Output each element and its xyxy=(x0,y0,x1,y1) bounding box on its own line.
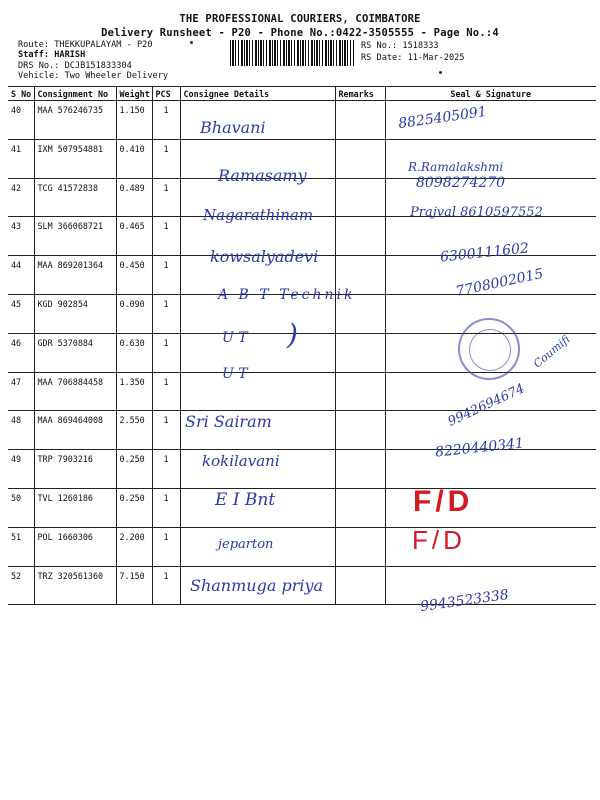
handwritten-number: 6300111602 xyxy=(439,240,530,266)
row-signature-cell xyxy=(385,450,596,489)
row-remarks-cell xyxy=(335,101,385,140)
row-sno: 47 xyxy=(8,372,34,411)
table-row xyxy=(8,527,596,566)
handwritten-signature: Coumifi xyxy=(530,332,573,371)
route-label: Route: THEKKUPALAYAM - P20 xyxy=(18,40,153,50)
handwritten-number: 8098274270 xyxy=(416,175,506,191)
table-row xyxy=(8,488,596,527)
row-weight: 0.630 xyxy=(116,333,152,372)
company-seal-stamp xyxy=(458,318,520,380)
row-pcs: 1 xyxy=(152,139,180,178)
handwritten-signature: 8825405091 xyxy=(397,103,488,133)
table-row xyxy=(8,101,596,140)
handwritten-name: U T xyxy=(222,366,248,382)
col-sno: S No xyxy=(8,87,34,101)
row-sno: 51 xyxy=(8,527,34,566)
scan-speck xyxy=(190,41,193,44)
row-consignment-no: POL 1660306 xyxy=(34,527,116,566)
rs-number: RS No.: 1518333 xyxy=(361,41,439,51)
rs-date: RS Date: 11-Mar-2025 xyxy=(361,53,465,63)
row-weight: 0.489 xyxy=(116,178,152,217)
row-consignment-no: MAA 869201364 xyxy=(34,256,116,295)
handwritten-number: 7708002015 xyxy=(454,265,545,301)
handwritten-name: Bhavani xyxy=(200,118,266,137)
handwritten-number: 9943523338 xyxy=(419,586,510,616)
row-remarks-cell xyxy=(335,450,385,489)
row-consignment-no: GDR 5370884 xyxy=(34,333,116,372)
row-sno: 41 xyxy=(8,139,34,178)
row-consignment-no: KGD 902854 xyxy=(34,294,116,333)
row-remarks-cell xyxy=(335,372,385,411)
row-sno: 43 xyxy=(8,217,34,256)
runsheet-title: Delivery Runsheet - P20 - Phone No.:0422-3505555 - Page No.:4 xyxy=(101,27,499,39)
row-consignment-no: TCG 41572838 xyxy=(34,178,116,217)
remark-fd: F/D xyxy=(412,525,466,555)
row-weight: 0.090 xyxy=(116,294,152,333)
row-remarks-cell xyxy=(335,566,385,605)
row-consignee-cell xyxy=(180,333,335,372)
handwritten-name: Ramasamy xyxy=(218,166,307,185)
row-weight: 0.465 xyxy=(116,217,152,256)
handwritten-name: E I Bnt xyxy=(215,490,276,510)
col-weight: Weight xyxy=(116,87,152,101)
row-pcs: 1 xyxy=(152,101,180,140)
row-remarks-cell xyxy=(335,178,385,217)
handwritten-bracket: ) xyxy=(287,318,298,351)
row-pcs: 1 xyxy=(152,217,180,256)
row-weight: 7.150 xyxy=(116,566,152,605)
row-weight: 0.450 xyxy=(116,256,152,295)
handwritten-name: Nagarathinam xyxy=(203,206,314,224)
handwritten-name: Sri Sairam xyxy=(185,412,272,431)
col-consignment: Consignment No xyxy=(34,87,116,101)
handwritten-number: 9942694674 xyxy=(445,381,528,430)
row-remarks-cell xyxy=(335,411,385,450)
row-consignment-no: MAA 706884458 xyxy=(34,372,116,411)
row-sno: 49 xyxy=(8,450,34,489)
row-sno: 52 xyxy=(8,566,34,605)
row-pcs: 1 xyxy=(152,256,180,295)
row-weight: 2.200 xyxy=(116,527,152,566)
col-pcs: PCS xyxy=(152,87,180,101)
row-weight: 1.350 xyxy=(116,372,152,411)
scan-speck xyxy=(439,71,442,74)
row-remarks-cell xyxy=(335,333,385,372)
col-consignee: Consignee Details xyxy=(180,87,335,101)
row-consignment-no: IXM 507954881 xyxy=(34,139,116,178)
handwritten-name: Shanmuga priya xyxy=(190,576,324,595)
row-sno: 46 xyxy=(8,333,34,372)
row-pcs: 1 xyxy=(152,450,180,489)
handwritten-number: 8220440341 xyxy=(434,435,525,461)
handwritten-name: U T xyxy=(222,330,248,346)
row-pcs: 1 xyxy=(152,294,180,333)
row-pcs: 1 xyxy=(152,178,180,217)
row-consignment-no: TVL 1260186 xyxy=(34,488,116,527)
remark-fd: F/D xyxy=(413,485,474,518)
row-pcs: 1 xyxy=(152,488,180,527)
row-sno: 45 xyxy=(8,294,34,333)
row-pcs: 1 xyxy=(152,566,180,605)
row-consignment-no: TRZ 320561360 xyxy=(34,566,116,605)
row-weight: 2.550 xyxy=(116,411,152,450)
row-sno: 40 xyxy=(8,101,34,140)
handwritten-name: A B T Technik xyxy=(218,287,356,303)
row-remarks-cell xyxy=(335,527,385,566)
staff-label: Staff: HARISH xyxy=(18,50,86,60)
row-remarks-cell xyxy=(335,488,385,527)
handwritten-name: kokilavani xyxy=(202,452,280,470)
vehicle-label: Vehicle: Two Wheeler Delivery xyxy=(18,71,169,81)
row-weight: 1.150 xyxy=(116,101,152,140)
col-signature: Seal & Signature xyxy=(385,87,596,101)
row-sno: 42 xyxy=(8,178,34,217)
handwritten-signature: R.Ramalakshmi xyxy=(408,160,504,174)
handwritten-signature: Prajval 8610597552 xyxy=(410,205,543,220)
handwritten-name: jeparton xyxy=(218,537,274,552)
row-consignment-no: MAA 869464008 xyxy=(34,411,116,450)
row-remarks-cell xyxy=(335,217,385,256)
row-pcs: 1 xyxy=(152,372,180,411)
col-remarks: Remarks xyxy=(335,87,385,101)
handwritten-name: kowsalyadevi xyxy=(210,247,319,266)
row-pcs: 1 xyxy=(152,411,180,450)
row-consignee-cell xyxy=(180,372,335,411)
row-sno: 44 xyxy=(8,256,34,295)
row-remarks-cell xyxy=(335,139,385,178)
row-consignment-no: MAA 576246735 xyxy=(34,101,116,140)
drs-number: DRS No.: DCJB151833304 xyxy=(18,61,132,71)
table-row xyxy=(8,450,596,489)
barcode-image xyxy=(230,40,354,66)
row-pcs: 1 xyxy=(152,527,180,566)
row-weight: 0.250 xyxy=(116,488,152,527)
row-pcs: 1 xyxy=(152,333,180,372)
table-header-row xyxy=(8,87,596,101)
row-weight: 0.410 xyxy=(116,139,152,178)
row-weight: 0.250 xyxy=(116,450,152,489)
row-sno: 48 xyxy=(8,411,34,450)
company-title: THE PROFESSIONAL COURIERS, COIMBATORE xyxy=(179,13,421,25)
row-consignment-no: TRP 7903216 xyxy=(34,450,116,489)
row-sno: 50 xyxy=(8,488,34,527)
row-consignment-no: SLM 366068721 xyxy=(34,217,116,256)
